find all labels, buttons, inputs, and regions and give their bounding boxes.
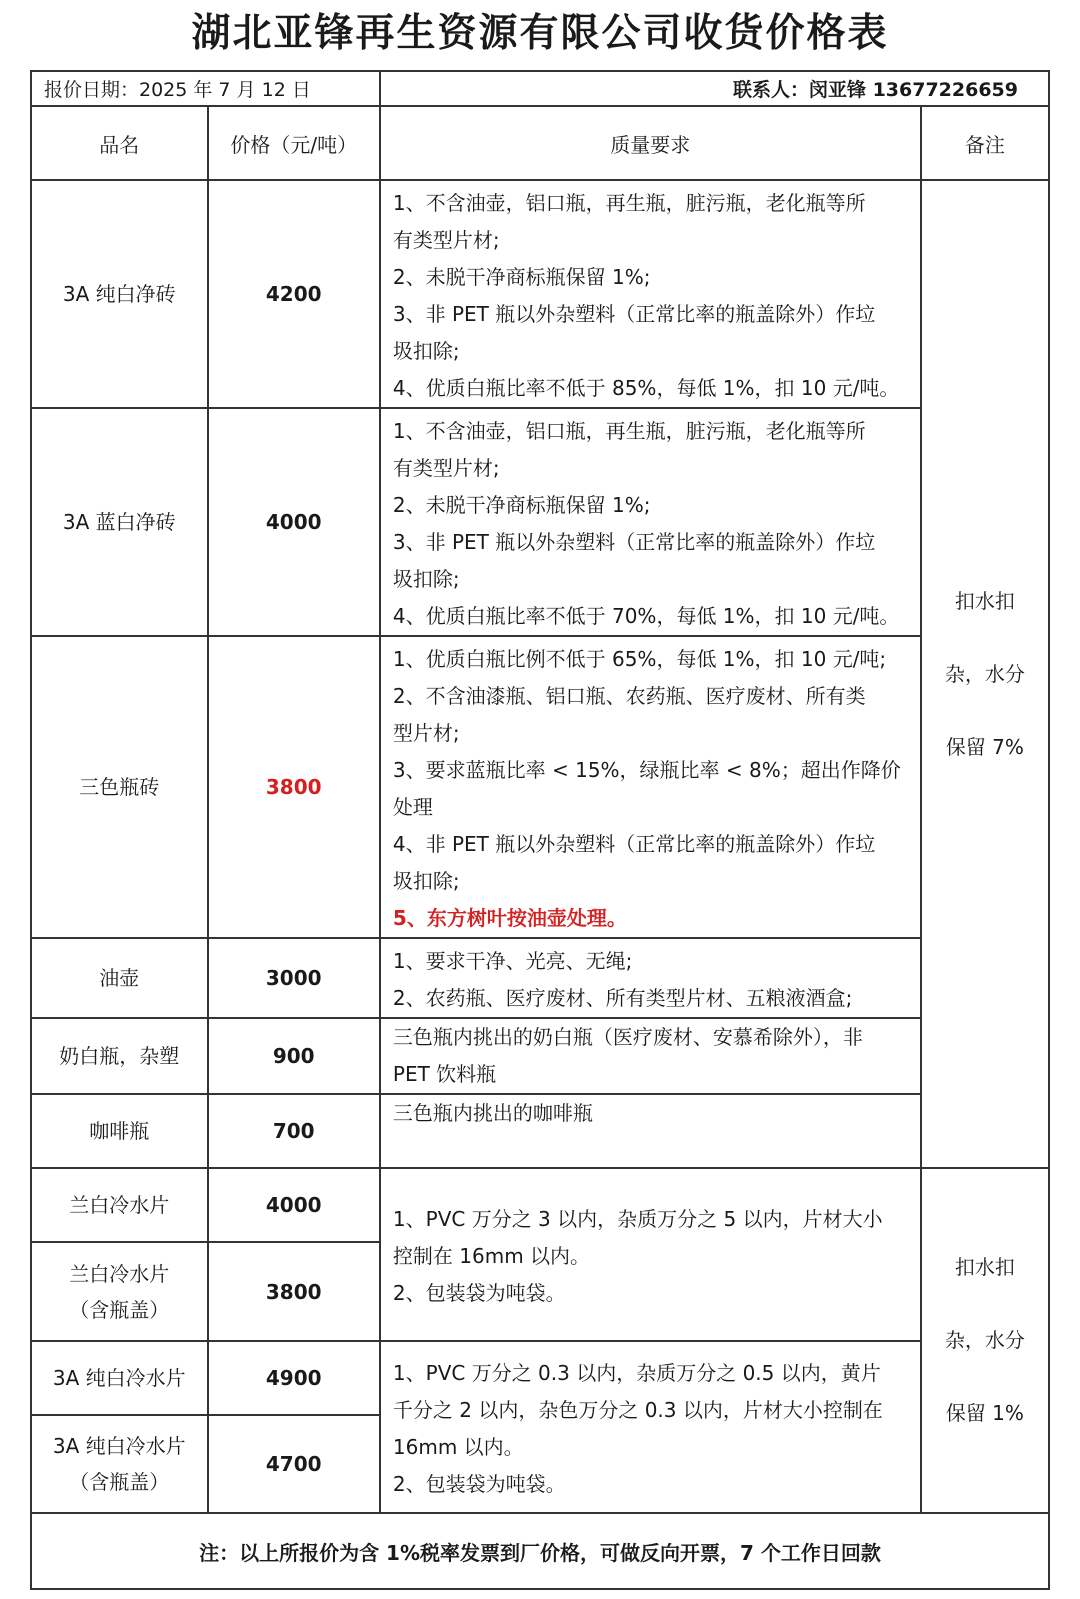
product-price: 3000 [208, 938, 380, 1018]
quality-line: 16mm 以内。 [392, 1435, 524, 1459]
product-name: 3A 纯白冷水片 [31, 1341, 208, 1415]
header-price: 价格（元/吨） [208, 106, 380, 180]
product-name-line: 兰白冷水片 [69, 1261, 170, 1286]
info-row [31, 71, 1049, 106]
quality-line: 有类型片材; [392, 456, 500, 480]
quality-line: 圾扣除; [392, 869, 460, 893]
quality-line: 3、要求蓝瓶比率 < 15%，绿瓶比率 < 8%；超出作降价 [392, 758, 901, 782]
quality-line: 圾扣除; [392, 339, 460, 363]
quality-line: 2、未脱干净商标瓶保留 1%; [392, 265, 651, 289]
table-row [31, 1341, 1049, 1415]
quality-line: 4、优质白瓶比率不低于 85%，每低 1%，扣 10 元/吨。 [392, 376, 900, 400]
footer-row [31, 1513, 1049, 1589]
quality-line: 1、优质白瓶比例不低于 65%，每低 1%，扣 10 元/吨; [392, 647, 887, 671]
quality-line: 1、不含油壶，铝口瓶，再生瓶，脏污瓶，老化瓶等所 [392, 191, 866, 215]
quality-line: PET 饮料瓶 [392, 1062, 497, 1086]
table-row [31, 408, 1049, 636]
product-name: 兰白冷水片 [31, 1168, 208, 1242]
footer-note: 注：以上所报价为含 1%税率发票到厂价格，可做反向开票，7 个工作日回款 [31, 1513, 1049, 1589]
quality-line: 4、非 PET 瓶以外杂塑料（正常比率的瓶盖除外）作垃 [392, 832, 876, 856]
quality-line: 2、农药瓶、医疗废材、所有类型片材、五粮液酒盒; [392, 986, 853, 1010]
quality-requirements [380, 636, 921, 938]
product-name: 3A 纯白净砖 [31, 180, 208, 408]
quality-line: 三色瓶内挑出的咖啡瓶 [392, 1101, 593, 1125]
quality-line: 有类型片材; [392, 228, 500, 252]
table-row [31, 636, 1049, 938]
quality-line-highlight: 5、东方树叶按油壶处理。 [392, 906, 627, 930]
quality-line: 2、包装袋为吨袋。 [392, 1472, 566, 1496]
table-row [31, 938, 1049, 1018]
quality-line: 3、非 PET 瓶以外杂塑料（正常比率的瓶盖除外）作垃 [392, 302, 876, 326]
product-name: 咖啡瓶 [31, 1094, 208, 1168]
header-quality: 质量要求 [380, 106, 921, 180]
table-row [31, 1094, 1049, 1168]
quality-requirements [380, 1018, 921, 1094]
remark-line: 杂，水分 [944, 1328, 1025, 1352]
product-name-line: 3A 纯白冷水片 [52, 1434, 186, 1458]
product-price: 4700 [208, 1415, 380, 1513]
header-name: 品名 [31, 106, 208, 180]
product-price: 3800 [208, 1242, 380, 1341]
quality-requirements [380, 1341, 921, 1513]
remark-line: 保留 7% [945, 734, 1024, 759]
quality-line: 2、包装袋为吨袋。 [392, 1281, 566, 1305]
remark-line: 扣水扣 [954, 1255, 1015, 1279]
product-price: 4000 [208, 408, 380, 636]
product-name [31, 1415, 208, 1513]
price-table [30, 70, 1050, 1590]
table-row [31, 1018, 1049, 1094]
remark-lower [921, 1168, 1049, 1513]
product-price: 700 [208, 1094, 380, 1168]
quality-line: 1、不含油壶，铝口瓶，再生瓶，脏污瓶，老化瓶等所 [392, 419, 866, 443]
product-price: 900 [208, 1018, 380, 1094]
product-name-line: （含瓶盖） [69, 1470, 170, 1494]
quality-line: 2、未脱干净商标瓶保留 1%; [392, 493, 651, 517]
page-title: 湖北亚锋再生资源有限公司收货价格表 [191, 11, 889, 56]
product-name: 三色瓶砖 [31, 636, 208, 938]
quality-line: 圾扣除; [392, 567, 460, 591]
product-name-line: （含瓶盖） [69, 1297, 170, 1322]
quality-line: 处理 [392, 795, 433, 819]
quality-requirements [380, 1094, 921, 1168]
quality-requirements [380, 180, 921, 408]
product-price: 3800 [208, 636, 380, 938]
quote-date: 报价日期：2025 年 7 月 12 日 [44, 79, 311, 101]
quality-line: 3、非 PET 瓶以外杂塑料（正常比率的瓶盖除外）作垃 [392, 530, 876, 554]
product-name: 奶白瓶，杂塑 [31, 1018, 208, 1094]
quality-line: 千分之 2 以内，杂色万分之 0.3 以内，片材大小控制在 [392, 1398, 883, 1422]
remark-line: 保留 1% [945, 1401, 1024, 1425]
quality-line: 4、优质白瓶比率不低于 70%，每低 1%，扣 10 元/吨。 [392, 604, 900, 628]
contact-cell [380, 71, 1049, 106]
quality-line: 三色瓶内挑出的奶白瓶（医疗废材、安慕希除外），非 [392, 1025, 863, 1049]
remark-line: 扣水扣 [954, 588, 1015, 613]
quote-date-cell [31, 71, 380, 106]
quality-line: 1、PVC 万分之 3 以内，杂质万分之 5 以内，片材大小 [392, 1207, 883, 1231]
quality-line: 型片材; [392, 721, 460, 745]
contact: 联系人：闵亚锋 13677226659 [732, 79, 1018, 101]
product-price: 4900 [208, 1341, 380, 1415]
product-name [31, 1242, 208, 1341]
quality-line: 1、要求干净、光亮、无绳; [392, 949, 633, 973]
quality-requirements [380, 1168, 921, 1341]
product-name: 油壶 [31, 938, 208, 1018]
table-row [31, 180, 1049, 408]
product-price: 4200 [208, 180, 380, 408]
header-remark: 备注 [921, 106, 1049, 180]
quality-line: 控制在 16mm 以内。 [392, 1244, 591, 1268]
remark-line: 杂，水分 [944, 661, 1025, 686]
quality-requirements [380, 408, 921, 636]
header-row [31, 106, 1049, 180]
quality-line: 2、不含油漆瓶、铝口瓶、农药瓶、医疗废材、所有类 [392, 684, 866, 708]
product-price: 4000 [208, 1168, 380, 1242]
quality-requirements [380, 938, 921, 1018]
table-row [31, 1168, 1049, 1242]
quality-line: 1、PVC 万分之 0.3 以内，杂质万分之 0.5 以内，黄片 [392, 1361, 881, 1385]
remark-upper [921, 180, 1049, 1168]
product-name: 3A 蓝白净砖 [31, 408, 208, 636]
